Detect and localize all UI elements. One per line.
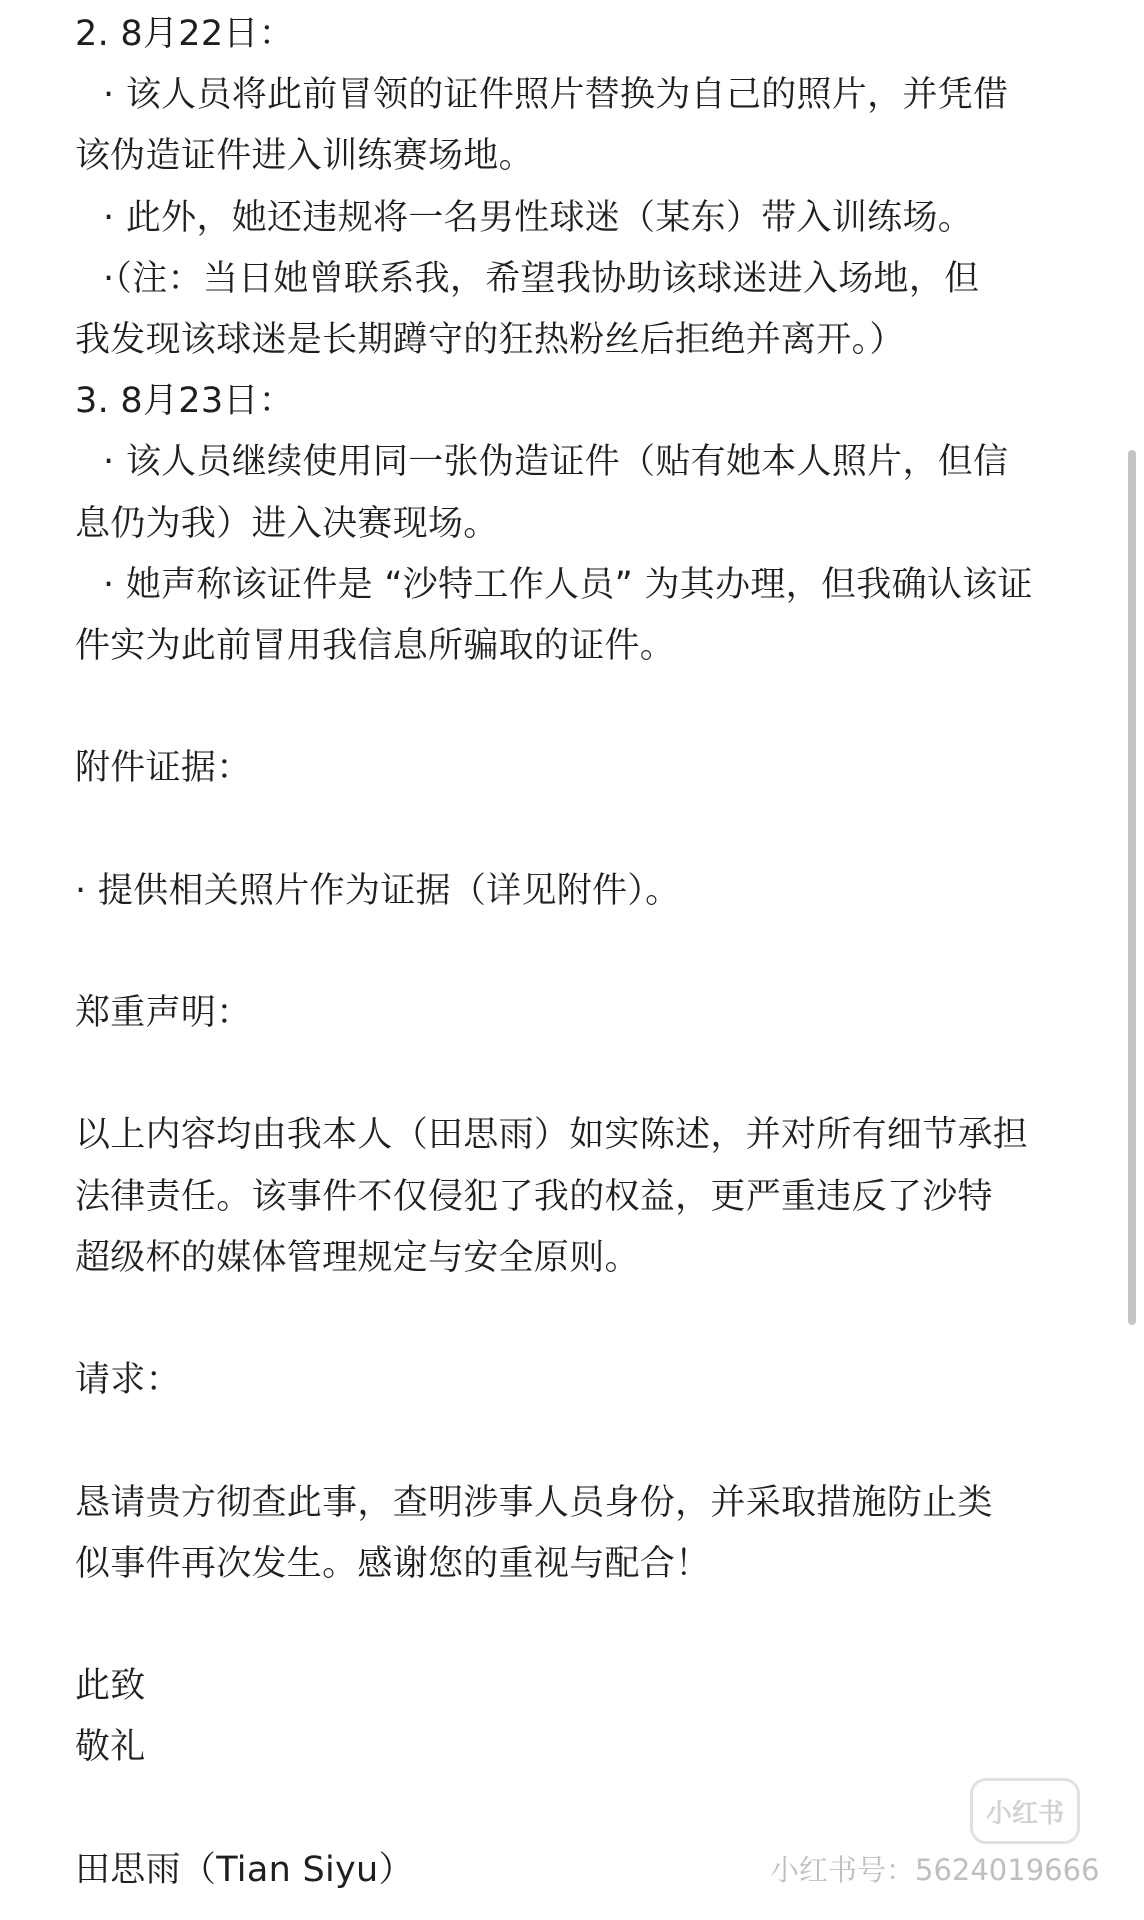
text-line: 以上内容均由我本人（田思雨）如实陈述，并对所有细节承担 bbox=[75, 1115, 1029, 1156]
text-line: 此致 bbox=[75, 1666, 146, 1707]
text-line: · 提供相关照片作为证据（详见附件）。 bbox=[75, 870, 681, 911]
text-line: 该伪造证件进入训练赛场地。 bbox=[75, 136, 534, 177]
blank-line bbox=[75, 1289, 1075, 1350]
blank-line bbox=[75, 922, 1075, 983]
document-body bbox=[75, 4, 1075, 1901]
text-line: · 该人员将此前冒领的证件照片替换为自己的照片，并凭借 bbox=[103, 75, 1009, 116]
text-line: 敬礼 bbox=[75, 1727, 146, 1768]
text-line: 似事件再次发生。感谢您的重视与配合！ bbox=[75, 1543, 711, 1584]
text-line: 请求： bbox=[75, 1360, 181, 1401]
text-line: 附件证据： bbox=[75, 748, 252, 789]
blank-line bbox=[75, 1044, 1075, 1105]
blank-line bbox=[75, 677, 1075, 738]
text-line: 超级杯的媒体管理规定与安全原则。 bbox=[75, 1237, 640, 1278]
text-line: · 她声称该证件是 “沙特工作人员” 为其办理，但我确认该证 bbox=[103, 564, 1033, 605]
text-line: 郑重声明： bbox=[75, 993, 252, 1033]
text-line: 3. 8月23日： bbox=[75, 381, 295, 422]
text-line: · 此外，她还违规将一名男性球迷（某东）带入训练场。 bbox=[103, 197, 974, 238]
text-line: 2. 8月22日： bbox=[75, 14, 295, 54]
text-line: 恳请贵方彻查此事，查明涉事人员身份，并采取措施防止类 bbox=[75, 1482, 993, 1523]
text-line: 田思雨（Tian Siyu） bbox=[75, 1849, 414, 1890]
blank-line bbox=[75, 799, 1075, 860]
text-line: · 该人员继续使用同一张伪造证件（贴有她本人照片，但信 bbox=[103, 442, 1009, 483]
blank-line bbox=[75, 1595, 1075, 1656]
text-line: ·（注：当日她曾联系我，希望我协助该球迷进入场地，但 bbox=[103, 258, 980, 299]
watermark-id: 小红书号：5624019666 bbox=[770, 1853, 1100, 1887]
text-line: 件实为此前冒用我信息所骗取的证件。 bbox=[75, 625, 676, 666]
scrollbar-thumb[interactable] bbox=[1128, 450, 1136, 1325]
text-line: 息仍为我）进入决赛现场。 bbox=[75, 503, 499, 544]
blank-line bbox=[75, 1411, 1075, 1472]
blank-line bbox=[75, 1778, 1075, 1839]
text-line: 我发现该球迷是长期蹲守的狂热粉丝后拒绝并离开。） bbox=[75, 319, 905, 360]
text-line: 法律责任。该事件不仅侵犯了我的权益，更严重违反了沙特 bbox=[75, 1176, 993, 1217]
watermark-logo: 小红书 bbox=[970, 1778, 1080, 1844]
